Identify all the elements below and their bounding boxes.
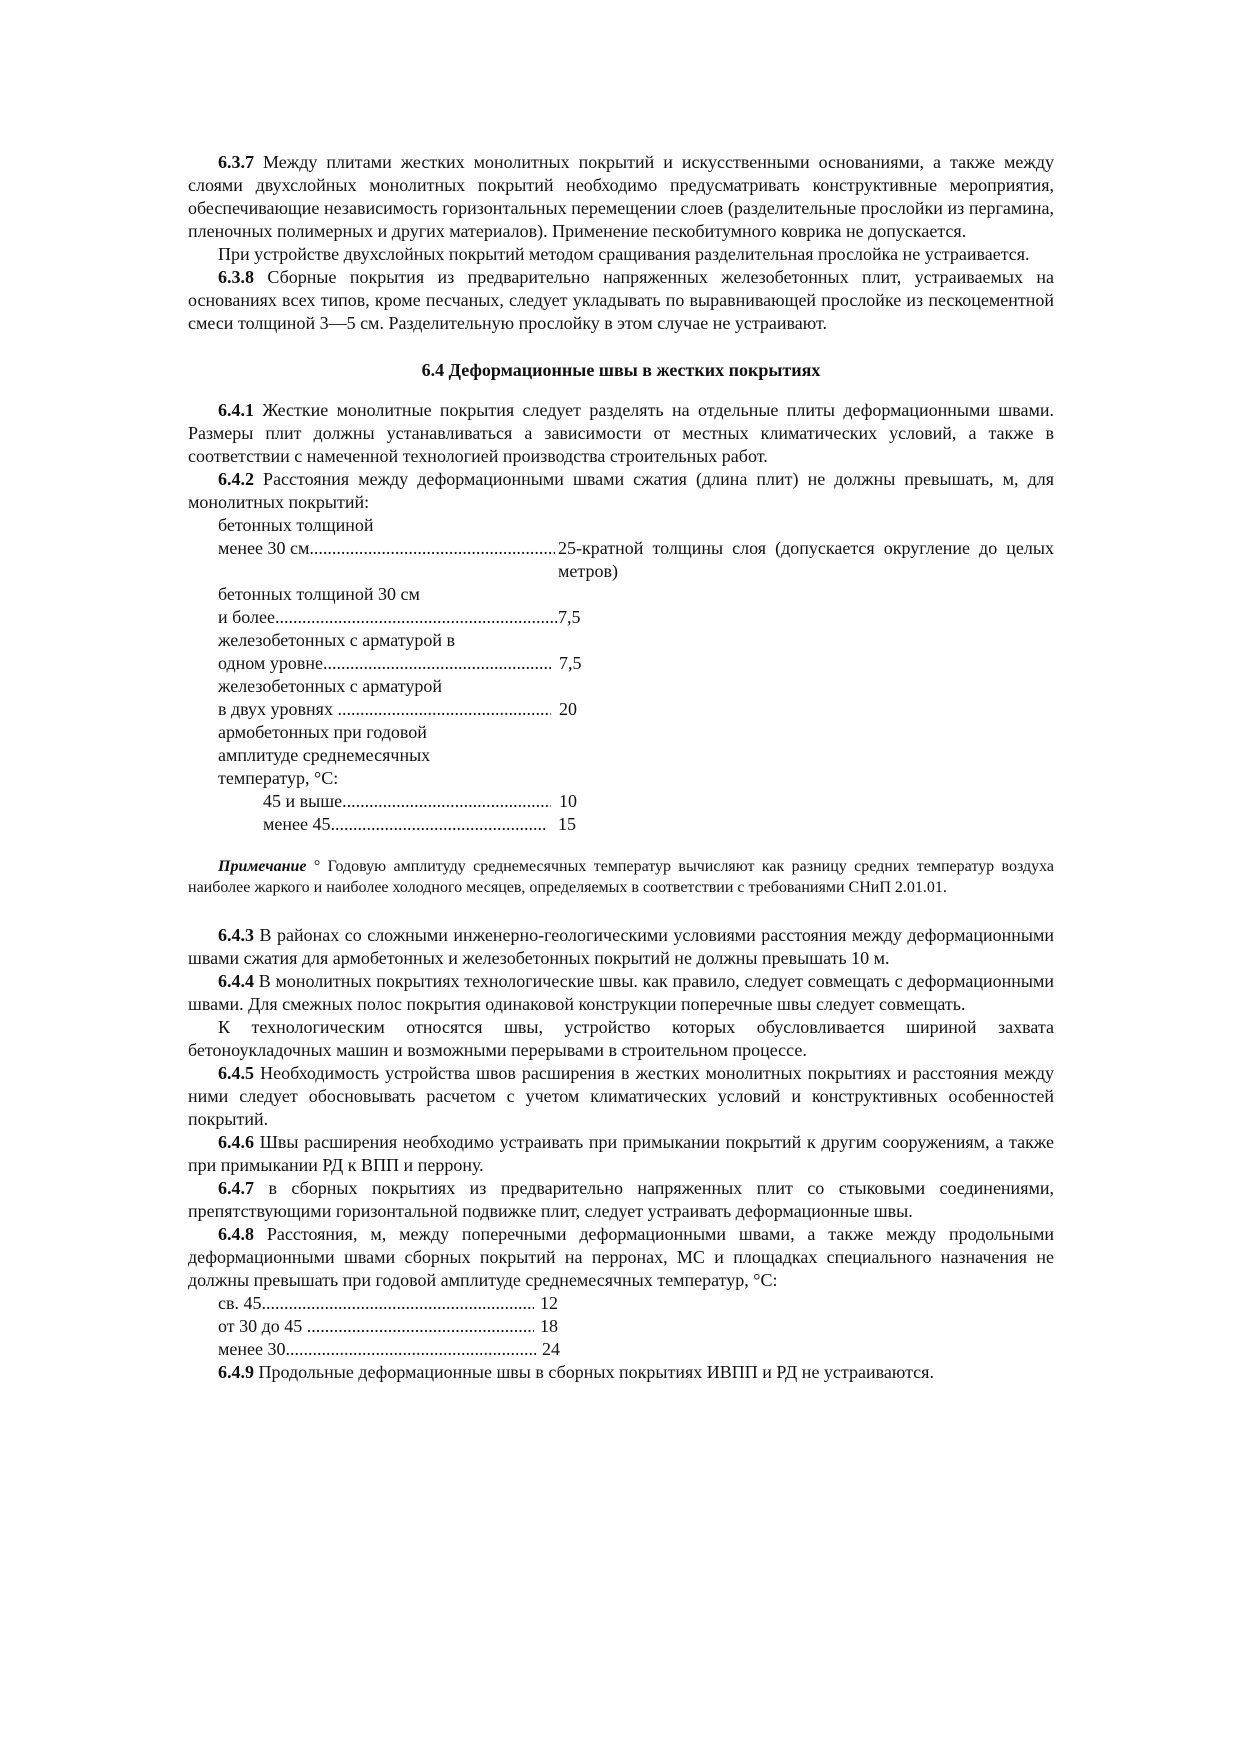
list-value: 20	[559, 699, 577, 719]
list-value: 25-кратной толщины слоя (допускается округление до целых метров)	[558, 538, 1054, 581]
clause-text: В монолитных покрытиях технологические швы. как правило, следует совмещать с деформационными швами. Для смежных полос покрытия одинаковой конструкции поперечные швы следует совмещать.	[188, 971, 1054, 1014]
paragraph-6-4-8	[188, 1223, 1054, 1292]
list-label: железобетонных с арматурой	[218, 676, 443, 696]
clause-number: 6.3.8	[218, 267, 254, 287]
list-label	[218, 652, 551, 675]
list-value: 24	[542, 1339, 560, 1359]
list-item	[218, 1315, 1054, 1338]
joint-spacing-list	[188, 514, 1054, 836]
list-item	[218, 698, 1054, 721]
clause-text: Расстояния, м, между поперечными деформационными швами, а также между продольными деформационными швами сборных покрытий на перронах, МС и площадках специального назначения не должны превышать при годовой амплитуде среднемесячных температур, °С:	[188, 1224, 1054, 1290]
list-label	[218, 606, 558, 629]
paragraph-6-4-3	[188, 924, 1054, 970]
paragraph-6-4-6	[188, 1131, 1054, 1177]
clause-number: 6.4.8	[218, 1224, 254, 1244]
label-text: и более	[218, 607, 276, 627]
list-label	[218, 698, 551, 721]
list-label: температур, °С:	[218, 768, 339, 788]
list-label: бетонных толщиной 30 см	[218, 584, 420, 604]
document-body	[188, 151, 1054, 1384]
list-label	[263, 790, 551, 813]
list-value: 7,5	[559, 653, 582, 673]
list-label: армобетонных при годовой	[218, 722, 427, 742]
clause-text: Швы расширения необходимо устраивать при примыкании покрытий к другим сооружениям, а также при примыкании РД к ВПП и перрону.	[188, 1132, 1054, 1175]
clause-number: 6.4.2	[218, 469, 254, 489]
label-text: 45 и выше	[263, 791, 343, 811]
clause-number: 6.4.9	[218, 1362, 254, 1382]
paragraph: К технологическим относятся швы, устройство которых обусловливается шириной захвата бетоноукладочных машин и возможными перерывами в строительном процессе.	[188, 1017, 1054, 1060]
paragraph-6-4-7	[188, 1177, 1054, 1223]
clause-number: 6.4.4	[218, 971, 254, 991]
list-label	[263, 813, 546, 836]
list-label	[218, 1315, 534, 1338]
paragraph-6-3-8	[188, 266, 1054, 335]
clause-number: 6.4.5	[218, 1063, 254, 1083]
list-item	[218, 813, 1054, 836]
list-value: 12	[540, 1293, 558, 1313]
clause-text: Продольные деформационные швы в сборных покрытиях ИВПП и РД не устраиваются.	[254, 1362, 934, 1382]
label-text: св. 45	[218, 1293, 262, 1313]
paragraph-6-4-4	[188, 970, 1054, 1016]
note-text: ° Годовую амплитуду среднемесячных температур вычисляют как разницу средних температур воздуха наиболее жаркого и наиболее холодного месяцев, определяемых в соответствии с требованиями СНиП 2.01.01.	[188, 858, 1054, 896]
clause-text: Жесткие монолитные покрытия следует разделять на отдельные плиты деформационными швами. Размеры плит должны устанавливаться а зависимости от местных климатических условий, а также в соответствии с намеченной технологией производства строительных работ.	[188, 400, 1054, 466]
list-label: бетонных толщиной	[218, 515, 374, 535]
clause-text: В районах со сложными инженерно-геологическими условиями расстояния между деформационными швами сжатия для армобетонных и железобетонных покрытий не должны превышать 10 м.	[188, 925, 1054, 968]
clause-text: Расстояния между деформационными швами сжатия (длина плит) не должны превышать, м, для монолитных покрытий:	[188, 469, 1054, 512]
paragraph-6-4-9	[188, 1361, 1054, 1384]
clause-number: 6.4.6	[218, 1132, 254, 1152]
transverse-joint-list	[188, 1292, 1054, 1361]
list-item	[218, 537, 1054, 583]
label-text: менее 45	[263, 814, 331, 834]
list-label	[218, 1338, 536, 1361]
clause-number: 6.4.3	[218, 925, 254, 945]
list-value: 10	[559, 791, 577, 811]
clause-number: 6.3.7	[218, 152, 254, 172]
label-text: от 30 до 45	[218, 1316, 307, 1336]
label-text: в двух уровнях	[218, 699, 338, 719]
paragraph: При устройстве двухслойных покрытий методом сращивания разделительная прослойка не устраивается.	[218, 244, 1030, 264]
list-value: 18	[540, 1316, 558, 1336]
list-label: амплитуде среднемесячных	[218, 745, 431, 765]
clause-text: Необходимость устройства швов расширения в жестких монолитных покрытиях и расстояния между ними следует обосновывать расчетом с учетом климатических условий и конструктивных особенностей покрытий.	[188, 1063, 1054, 1129]
list-item	[218, 652, 1054, 675]
clause-text: Сборные покрытия из предварительно напряженных железобетонных плит, устраиваемых на основаниях всех типов, кроме песчаных, следует укладывать по выравнивающей прослойке из пескоцементной смеси толщиной 3—5 см. Разделительную прослойку в этом случае не устраивают.	[188, 267, 1054, 333]
section-heading: 6.4 Деформационные швы в жестких покрытиях	[421, 360, 821, 380]
paragraph-6-4-1	[188, 399, 1054, 468]
paragraph-6-3-7	[188, 151, 1054, 243]
note-label: Примечание	[218, 858, 307, 875]
list-value: 7,5	[558, 607, 581, 627]
label-text: менее 30	[218, 1339, 286, 1359]
list-item	[218, 1338, 1054, 1361]
list-label	[218, 1292, 534, 1315]
paragraph-6-4-5	[188, 1062, 1054, 1131]
list-label: железобетонных с арматурой в	[218, 630, 456, 650]
list-item	[218, 1292, 1054, 1315]
list-item	[218, 606, 1054, 629]
paragraph-6-4-2	[188, 468, 1054, 514]
list-item	[218, 790, 1054, 813]
clause-text: в сборных покрытиях из предварительно напряженных плит со стыковыми соединениями, препятствующими горизонтальной подвижке плит, следует устраивать деформационные швы.	[188, 1178, 1054, 1221]
label-text: одном уровне	[218, 653, 323, 673]
note	[188, 856, 1054, 898]
list-label	[218, 537, 555, 583]
clause-number: 6.4.1	[218, 400, 254, 420]
clause-text: Между плитами жестких монолитных покрытий и искусственными основаниями, а также между слоями двухслойных монолитных покрытий необходимо предусматривать конструктивные мероприятия, обеспечивающие независимость горизонтальных перемещении слоев (разделительные прослойки из пергамина, пленочных полимерных и других материалов). Применение пескобитумного коврика не допускается.	[188, 152, 1054, 241]
list-value: 15	[558, 814, 576, 834]
clause-number: 6.4.7	[218, 1178, 254, 1198]
label-text: менее 30 см	[218, 538, 310, 558]
